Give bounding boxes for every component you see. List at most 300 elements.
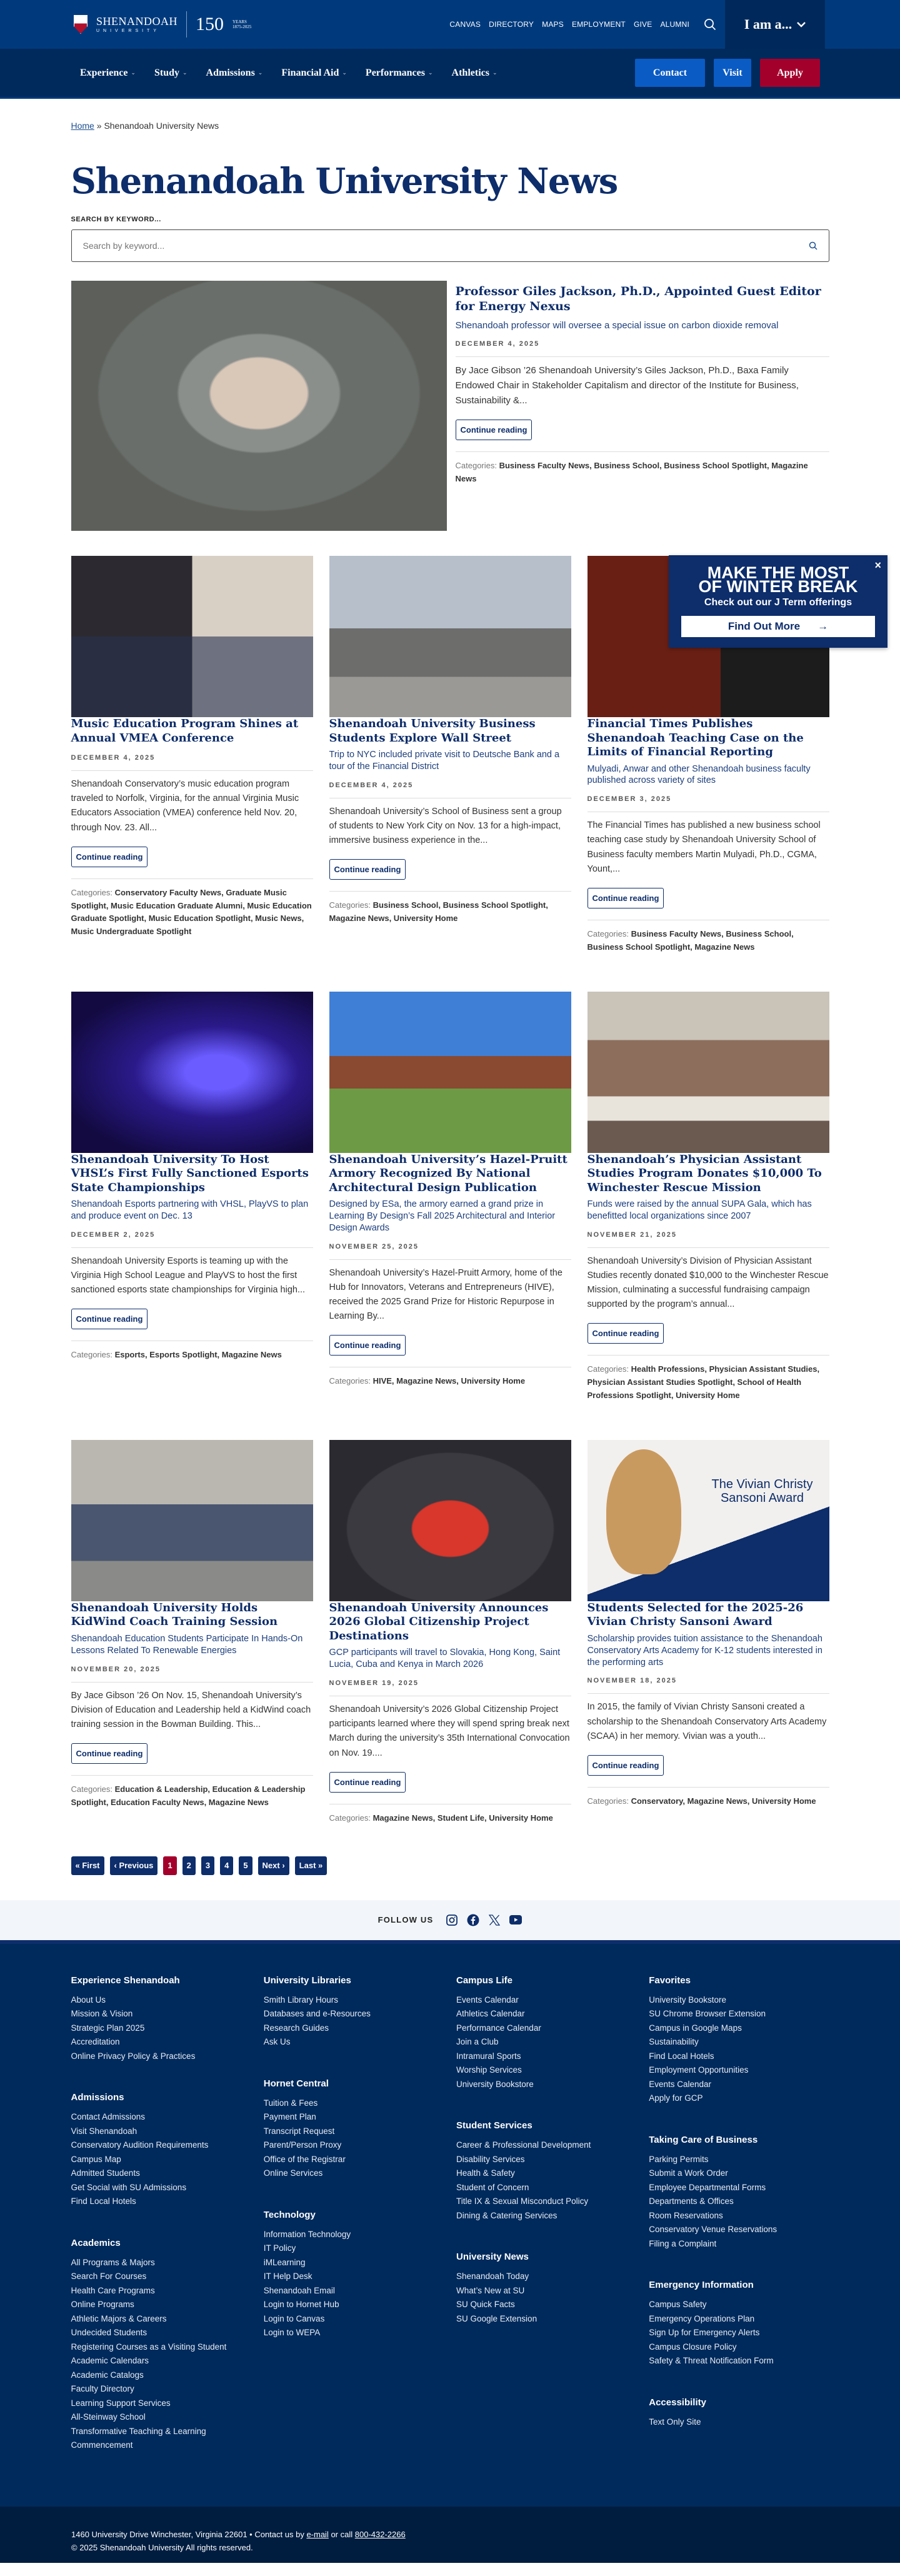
article-date: NOVEMBER 18, 2025 [588, 1677, 829, 1694]
footer-contact-line [71, 2528, 900, 2541]
utility-link-maps[interactable]: MAPS [542, 20, 564, 29]
news-card [329, 992, 571, 1402]
footer-section [456, 2251, 636, 2326]
main-nav [0, 49, 900, 99]
footer-link[interactable]: Departments & Offices [649, 2196, 734, 2206]
continue-reading-button[interactable]: Continue reading [588, 888, 664, 908]
search-input[interactable] [83, 241, 744, 251]
footer-link-list [649, 2298, 829, 2368]
footer-section [649, 1975, 829, 2106]
continue-reading-button[interactable]: Continue reading [588, 1323, 664, 1344]
facebook-icon[interactable] [467, 1914, 479, 1926]
footer-link[interactable]: Intramural Sports [456, 2051, 521, 2061]
footer-link[interactable]: Career & Professional Development [456, 2140, 591, 2150]
popup-headline-1: MAKE THE MOST [707, 563, 849, 582]
email-link[interactable]: e-mail [306, 2529, 329, 2539]
footer-link[interactable]: Transformative Teaching & Learning [71, 2426, 206, 2436]
article-image[interactable] [329, 992, 571, 1153]
article-categories [588, 920, 829, 954]
article-title[interactable]: Students Selected for the 2025-26 Vivian Christy Sansoni Award [587, 1601, 804, 1629]
footer-column [264, 1975, 444, 2482]
chevron-down-icon: ⌄ [492, 69, 498, 76]
footer-link[interactable]: Login to Canvas [263, 2313, 325, 2323]
footer-link[interactable]: Mission & Vision [71, 2009, 133, 2019]
categories-list[interactable]: Magazine News, Student Life, University Home [372, 1813, 553, 1823]
categories-label: Categories: [587, 1364, 631, 1374]
award-image-text: The Vivian Christy Sansoni Award [711, 1477, 813, 1505]
footer-section [649, 2397, 829, 2430]
footer-link[interactable]: SU Quick Facts [456, 2300, 515, 2310]
news-card [588, 992, 829, 1402]
footer-link[interactable]: Sign Up for Emergency Alerts [649, 2328, 760, 2338]
article-date: DECEMBER 4, 2025 [456, 340, 829, 357]
article-subtitle: Shenandoah Education Students Participate In Hands-On Lessons Related To Renewable Energies [71, 1633, 303, 1656]
nav-financial-aid[interactable] [281, 68, 347, 79]
page-first[interactable]: « First [71, 1856, 104, 1875]
article-categories [329, 1367, 571, 1388]
article-title[interactable]: Shenandoah’s Physician Assistant Studies Program Donates $10,000 To Winchester Rescue Mission [587, 1152, 822, 1194]
footer-link[interactable]: SU Google Extension [456, 2313, 538, 2323]
footer-link[interactable]: Learning Support Services [71, 2398, 171, 2408]
article-excerpt: Shenandoah University Esports is teaming up with the Virginia High School League and PlayVS to host the first sanctioned esports state championships for Virginia high... [71, 1255, 306, 1296]
nav-label: Experience [80, 67, 128, 78]
footer-section [456, 2120, 636, 2223]
nav-athletics[interactable] [452, 68, 498, 79]
nav-label: Performances [365, 67, 425, 78]
footer-section [649, 2135, 829, 2251]
article-title[interactable]: Shenandoah University Announces 2026 Global Citizenship Project Destinations [329, 1601, 549, 1643]
article-title[interactable]: Financial Times Publishes Shenandoah Teaching Case on the Limits of Financial Reporting [587, 717, 804, 758]
footer-link[interactable]: Information Technology [263, 2229, 351, 2239]
footer-link[interactable]: Athletics Calendar [456, 2009, 525, 2019]
or-call-text: or call [328, 2529, 355, 2539]
footer-link[interactable]: All Programs & Majors [71, 2257, 155, 2267]
search-label: SEARCH BY KEYWORD... [71, 216, 161, 223]
footer-link[interactable]: Campus Safety [649, 2300, 707, 2310]
categories-list[interactable]: Business Faculty News, Business School, Business School Spotlight, Magazine News [455, 461, 808, 483]
page-next[interactable]: Next › [258, 1856, 289, 1875]
site-footer [0, 1944, 900, 2507]
article-subtitle: GCP participants will travel to Slovakia, Hong Kong, Saint Lucia, Cuba and Kenya in March 2026 [329, 1648, 561, 1670]
article-subtitle: Trip to NYC included private visit to Deutsche Bank and a tour of the Financial District [329, 750, 560, 772]
categories-label: Categories: [71, 887, 115, 897]
contact-button[interactable]: Contact [635, 59, 705, 87]
instagram-icon[interactable] [446, 1914, 458, 1926]
footer-link[interactable]: SU Chrome Browser Extension [649, 2009, 766, 2019]
nav-label: Financial Aid [281, 67, 339, 78]
footer-link[interactable]: Conservatory Venue Reservations [649, 2225, 778, 2235]
article-excerpt: By Jace Gibson ’26 On Nov. 15, Shenandoah University’s Division of Education and Leadership held a KidWind coach training session in the Bowman Building. This... [71, 1690, 311, 1729]
categories-label: Categories: [329, 1376, 373, 1386]
search-field [71, 229, 829, 262]
footer-section-title: Favorites [649, 1975, 691, 1986]
footer-section [264, 2210, 444, 2340]
article-title[interactable]: Music Education Program Shines at Annual VMEA Conference [71, 717, 299, 745]
footer-link[interactable]: Employee Departmental Forms [649, 2182, 766, 2192]
article-date: NOVEMBER 19, 2025 [329, 1679, 571, 1696]
search-icon[interactable] [704, 18, 716, 31]
footer-link[interactable]: Undecided Students [71, 2328, 148, 2338]
page-last[interactable]: Last » [295, 1856, 328, 1875]
x-icon[interactable] [488, 1914, 501, 1926]
footer-section [264, 2078, 444, 2181]
page-5[interactable]: 5 [239, 1856, 252, 1875]
utility-link-employment[interactable]: EMPLOYMENT [571, 20, 626, 29]
footer-link[interactable]: Shenandoah Email [263, 2285, 335, 2295]
footer-link-list [456, 2138, 636, 2223]
page-1-current[interactable]: 1 [163, 1856, 176, 1875]
footer-link[interactable]: Employment Opportunities [649, 2065, 749, 2075]
utility-link-directory[interactable]: DIRECTORY [489, 20, 534, 29]
featured-article [71, 281, 829, 531]
footer-link[interactable]: What’s New at SU [456, 2285, 525, 2295]
footer-section-title: Emergency Information [649, 2280, 754, 2291]
featured-image[interactable] [71, 281, 447, 531]
continue-reading-button[interactable]: Continue reading [329, 1772, 406, 1793]
close-icon[interactable]: × [874, 559, 881, 571]
shield-logo-icon [74, 15, 88, 34]
footer-link[interactable]: University Bookstore [456, 2079, 534, 2089]
nav-label: Admissions [206, 67, 255, 78]
footer-link[interactable]: Text Only Site [649, 2417, 701, 2427]
article-image[interactable] [71, 556, 313, 717]
page-previous[interactable]: ‹ Previous [110, 1856, 158, 1875]
article-title[interactable]: Shenandoah University Holds KidWind Coach Training Session [71, 1601, 278, 1629]
article-excerpt: The Financial Times has published a new business school teaching case study by Shenandoah University School of Business faculty members Martin Mulyadi, Ph.D., CGMA, Yount,... [587, 820, 821, 874]
continue-reading-button[interactable]: Continue reading [71, 1743, 148, 1764]
news-card [329, 1440, 571, 1825]
i-am-a-dropdown[interactable] [725, 0, 825, 49]
footer-link[interactable]: Disability Services [456, 2154, 525, 2164]
categories-label: Categories: [71, 1350, 115, 1360]
article-date: NOVEMBER 25, 2025 [329, 1243, 571, 1260]
article-categories [329, 891, 571, 925]
article-excerpt: Shenandoah University’s Division of Physician Assistant Studies recently donated $10,000 to the Winchester Rescue Mission, culminating a successful fundraising campaign supported by the program’s annual... [587, 1255, 829, 1310]
page-2[interactable]: 2 [182, 1856, 196, 1875]
chevron-down-icon: ⌄ [182, 69, 188, 76]
footer-link[interactable]: iMLearning [263, 2257, 306, 2267]
footer-link[interactable]: Admitted Students [71, 2168, 140, 2178]
footer-link[interactable]: Commencement [71, 2440, 133, 2450]
categories-list[interactable]: Conservatory Faculty News, Graduate Music Spotlight, Music Education Graduate Alumni, Music Education Graduate Spotlight, Music Education Spotlight, Music News, Music Undergraduate Spotlight [71, 887, 312, 937]
continue-reading-button[interactable]: Continue reading [329, 859, 406, 880]
footer-link-list [71, 1993, 251, 2064]
popup-subline: Check out our J Term offerings [704, 597, 852, 608]
footer-link-list [71, 2256, 251, 2453]
utility-nav [449, 18, 725, 31]
utility-link-canvas[interactable]: CANVAS [449, 20, 481, 29]
pagination [71, 1856, 829, 1875]
footer-link-list [71, 2110, 251, 2209]
footer-link[interactable]: Academic Calendars [71, 2356, 149, 2366]
footer-link[interactable]: Smith Library Hours [263, 1995, 339, 2005]
breadcrumb-current: Shenandoah University News [104, 121, 219, 131]
footer-link[interactable]: Online Programs [71, 2300, 134, 2310]
article-date: DECEMBER 4, 2025 [71, 754, 313, 771]
footer-link[interactable]: Student of Concern [456, 2182, 529, 2192]
footer-link[interactable]: IT Policy [263, 2243, 296, 2253]
footer-link[interactable]: Apply for GCP [649, 2093, 703, 2103]
article-date: DECEMBER 2, 2025 [71, 1231, 313, 1248]
footer-column [649, 1975, 829, 2482]
footer-link[interactable]: Accreditation [71, 2037, 120, 2047]
footer-section [264, 1975, 444, 2050]
footer-section [649, 2280, 829, 2368]
article-excerpt: Shenandoah University’s 2026 Global Citizenship Project participants learned where they will spend spring break next March during the university’s 35th International Convocation on Nov. 19.... [329, 1704, 570, 1758]
footer-link[interactable]: Emergency Operations Plan [649, 2313, 755, 2323]
logo-name: SHENANDOAH [96, 15, 178, 28]
popup-headline-2: OF WINTER BREAK [698, 577, 858, 596]
footer-link[interactable]: Events Calendar [456, 1995, 519, 2005]
logo-sub: UNIVERSITY [96, 29, 161, 33]
utility-link-alumni[interactable]: ALUMNI [660, 20, 689, 29]
follow-us-bar [0, 1900, 900, 1944]
categories-label: Categories: [587, 928, 631, 938]
continue-reading-button[interactable]: Continue reading [588, 1755, 664, 1776]
footer-section [71, 2092, 251, 2209]
article-date: NOVEMBER 21, 2025 [588, 1231, 829, 1248]
footer-link[interactable]: University Bookstore [649, 1995, 727, 2005]
footer-link[interactable]: Faculty Directory [71, 2384, 134, 2394]
article-image[interactable] [329, 556, 571, 717]
page-3[interactable]: 3 [201, 1856, 214, 1875]
phone-link[interactable]: 800-432-2266 [354, 2529, 406, 2539]
footer-section [71, 1975, 251, 2064]
categories-list[interactable]: Conservatory, Magazine News, University Home [631, 1796, 816, 1806]
footer-link[interactable]: Research Guides [263, 2023, 329, 2033]
utility-link-give[interactable]: GIVE [633, 20, 652, 29]
continue-reading-button[interactable]: Continue reading [71, 847, 148, 867]
footer-link[interactable]: IT Help Desk [263, 2272, 312, 2282]
continue-reading-button[interactable]: Continue reading [71, 1309, 148, 1329]
chevron-down-icon: ⌄ [428, 69, 433, 76]
footer-section-title: Accessibility [649, 2397, 706, 2408]
article-excerpt: Shenandoah University’s Hazel-Pruitt Armory, home of the Hub for Innovators, Veterans and Entrepreneurs (HIVE), received the 2025 Grand Prize for Historic Repurpose in Learning By... [329, 1267, 562, 1322]
categories-label: Categories: [587, 1796, 631, 1806]
footer-link[interactable]: Databases and e-Resources [263, 2009, 371, 2019]
article-categories [329, 1804, 571, 1825]
anniversary-number: 150 [196, 14, 224, 34]
chevron-down-icon: ⌄ [258, 69, 263, 76]
winter-break-promo-popup [669, 555, 888, 648]
article-image[interactable] [329, 1440, 571, 1601]
news-card [71, 1440, 313, 1825]
footer-link[interactable]: Athletic Majors & Careers [71, 2313, 167, 2323]
footer-link[interactable]: Sustainability [649, 2037, 699, 2047]
categories-label: Categories: [455, 461, 499, 470]
footer-link[interactable]: Submit a Work Order [649, 2168, 728, 2178]
footer-link[interactable]: Dining & Catering Services [456, 2210, 558, 2220]
footer-columns [71, 1975, 829, 2482]
footer-link[interactable]: Conservatory Audition Requirements [71, 2140, 209, 2150]
footer-link[interactable]: All-Steinway School [71, 2412, 146, 2422]
article-title[interactable]: Shenandoah University To Host VHSL’s First Fully Sanctioned Esports State Championships [71, 1152, 309, 1194]
footer-link-list [264, 1993, 444, 2050]
footer-link[interactable]: Office of the Registrar [263, 2154, 346, 2164]
footer-link[interactable]: Registering Courses as a Visiting Student [71, 2342, 227, 2352]
article-categories [588, 1355, 829, 1402]
footer-link[interactable]: Strategic Plan 2025 [71, 2023, 145, 2033]
article-excerpt: In 2015, the family of Vivian Christy Sansoni created a scholarship to the Shenandoah Conservatory Arts Academy (SCAA) in her memory. Vivian was a youth... [587, 1702, 827, 1741]
follow-us-label: FOLLOW US [378, 1915, 434, 1925]
footer-link-list [456, 2270, 636, 2326]
categories-list[interactable]: Esports, Esports Spotlight, Magazine News [114, 1350, 282, 1360]
article-image[interactable] [588, 1440, 829, 1601]
article-categories [588, 1787, 829, 1808]
chevron-down-icon: ⌄ [131, 69, 136, 76]
nav-experience[interactable] [80, 68, 136, 79]
continue-reading-button[interactable]: Continue reading [329, 1335, 406, 1356]
article-categories [71, 878, 313, 938]
footer-link-list [264, 2228, 444, 2340]
footer-link[interactable]: Shenandoah Today [456, 2272, 529, 2282]
article-subtitle: Shenandoah professor will oversee a special issue on carbon dioxide removal [455, 319, 779, 331]
footer-section-title: Admissions [71, 2092, 124, 2103]
footer-section-title: Hornet Central [263, 2078, 329, 2089]
article-title[interactable]: Shenandoah University Business Students Explore Wall Street [329, 717, 536, 745]
footer-link-list [264, 2096, 444, 2181]
copyright: © 2025 Shenandoah University All rights reserved. [71, 2542, 253, 2552]
categories-list[interactable]: Business Faculty News, Business School, Business School Spotlight, Magazine News [587, 928, 794, 952]
article-date: NOVEMBER 20, 2025 [71, 1666, 313, 1683]
page-title: Shenandoah University News [71, 161, 618, 202]
footer-link[interactable]: Join a Club [456, 2037, 499, 2047]
button-label: Find Out More [728, 620, 801, 632]
footer-link[interactable]: Filing a Complaint [649, 2238, 717, 2248]
page-4[interactable]: 4 [220, 1856, 233, 1875]
nav-study[interactable] [154, 68, 188, 79]
anniversary-years: YEARS [232, 19, 247, 24]
footer-link[interactable]: Safety & Threat Notification Form [649, 2356, 774, 2366]
categories-list[interactable]: Health Professions, Physician Assistant Studies, Physician Assistant Studies Spotlight, School of Health Professions Spotlight, University Home [587, 1364, 820, 1401]
apply-button[interactable]: Apply [760, 59, 820, 87]
breadcrumb-home[interactable]: Home [71, 121, 94, 131]
footer-link[interactable]: Health & Safety [456, 2168, 515, 2178]
footer-section-title: Taking Care of Business [649, 2134, 758, 2145]
nav-label: Athletics [451, 67, 489, 78]
footer-link[interactable]: Worship Services [456, 2065, 522, 2075]
footer-link[interactable]: Find Local Hotels [71, 2196, 136, 2206]
footer-section [456, 1975, 636, 2092]
footer-link[interactable]: Parking Permits [649, 2154, 709, 2164]
search-icon[interactable] [809, 241, 818, 250]
footer-bottom [0, 2507, 900, 2563]
footer-link[interactable]: Campus Map [71, 2154, 121, 2164]
footer-link[interactable]: Login to Hornet Hub [263, 2300, 339, 2310]
categories-label: Categories: [329, 900, 373, 910]
footer-link[interactable]: Tuition & Fees [263, 2098, 318, 2108]
article-excerpt: Shenandoah Conservatory’s music education program traveled to Norfolk, Virginia, for the annual Virginia Music Educators Association (VMEA) conference held Nov. 20, through Nov. 23. All... [71, 779, 299, 833]
nav-label: Study [154, 67, 179, 78]
portrait-shape [606, 1449, 681, 1574]
footer-column [71, 1975, 251, 2482]
footer-link[interactable]: Contact Admissions [71, 2112, 146, 2122]
university-logo[interactable] [74, 11, 251, 38]
article-categories [456, 451, 829, 486]
article-subtitle: Designed by ESa, the armory earned a grand prize in Learning By Design’s Fall 2025 Architectural and Interior Design Awards [329, 1199, 556, 1233]
youtube-icon[interactable] [509, 1914, 522, 1926]
footer-section-title: University Libraries [263, 1975, 351, 1986]
footer-column [456, 1975, 636, 2482]
article-date: DECEMBER 4, 2025 [329, 782, 571, 798]
categories-list[interactable]: Education & Leadership, Education & Leadership Spotlight, Education Faculty News, Magazine News [71, 1784, 306, 1807]
article-title[interactable]: Shenandoah University’s Hazel-Pruitt Armory Recognized By National Architectural Design Publication [329, 1152, 568, 1194]
footer-link-list [649, 1993, 829, 2106]
categories-list[interactable]: HIVE, Magazine News, University Home [372, 1376, 526, 1386]
news-card [588, 1440, 829, 1825]
article-image[interactable] [71, 992, 313, 1153]
article-title[interactable]: Professor Giles Jackson, Ph.D., Appointed Guest Editor for Energy Nexus [455, 284, 821, 313]
breadcrumb-separator: » [94, 121, 104, 131]
article-categories [71, 1341, 313, 1362]
continue-reading-button[interactable]: Continue reading [456, 420, 532, 440]
footer-link[interactable]: Transcript Request [263, 2126, 335, 2136]
address: 1460 University Drive Winchester, Virginia 22601 • Contact us by [71, 2529, 307, 2539]
visit-button[interactable]: Visit [714, 59, 751, 87]
footer-link-list [649, 2153, 829, 2251]
footer-link[interactable]: Campus in Google Maps [649, 2023, 742, 2033]
footer-link[interactable]: Online Services [263, 2168, 323, 2178]
anniversary-range: 1875-2025 [232, 24, 252, 29]
footer-link[interactable]: Parent/Person Proxy [263, 2140, 342, 2150]
footer-link[interactable]: Events Calendar [649, 2079, 712, 2089]
find-out-more-button[interactable] [681, 616, 875, 637]
main-content [71, 121, 829, 1875]
news-card [329, 556, 571, 954]
categories-label: Categories: [329, 1813, 373, 1823]
footer-section-title: Academics [71, 2237, 121, 2248]
breadcrumb [71, 121, 829, 131]
footer-link[interactable]: Health Care Programs [71, 2285, 155, 2295]
footer-link[interactable]: Ask Us [263, 2037, 291, 2047]
article-excerpt: By Jace Gibson ’26 Shenandoah University’s Giles Jackson, Ph.D., Baxa Family Endowed Chair in Stakeholder Capitalism and director of the Institute for Business, Sustainability &... [455, 365, 799, 406]
footer-section-title: Campus Life [456, 1975, 513, 1986]
footer-link[interactable]: Academic Catalogs [71, 2370, 144, 2380]
footer-link[interactable]: About Us [71, 1995, 106, 2005]
footer-section [71, 2238, 251, 2453]
footer-link[interactable]: Performance Calendar [456, 2023, 541, 2033]
footer-link[interactable]: Visit Shenandoah [71, 2126, 138, 2136]
footer-section-title: University News [456, 2251, 529, 2263]
article-excerpt: Shenandoah University’s School of Business sent a group of students to New York City on Nov. 13 for a high-impact, immersive business experience in the... [329, 806, 562, 846]
footer-link[interactable]: Online Privacy Policy & Practices [71, 2051, 196, 2061]
nav-performances[interactable] [366, 68, 433, 79]
nav-admissions[interactable] [206, 68, 263, 79]
news-card [71, 992, 313, 1402]
article-subtitle: Funds were raised by the annual SUPA Gala, which has benefitted local organizations since 2007 [587, 1199, 812, 1221]
arrow-right-icon: → [818, 620, 829, 632]
chevron-down-icon [797, 21, 806, 28]
article-image[interactable] [71, 1440, 313, 1601]
article-image[interactable] [588, 992, 829, 1153]
categories-label: Categories: [71, 1784, 115, 1794]
categories-list[interactable]: Business School, Business School Spotlight, Magazine News, University Home [329, 900, 548, 923]
footer-link[interactable]: Search For Courses [71, 2272, 147, 2282]
footer-link[interactable]: Room Reservations [649, 2210, 723, 2220]
news-grid [71, 556, 829, 1825]
footer-link[interactable]: Campus Closure Policy [649, 2342, 737, 2352]
chevron-down-icon: ⌄ [342, 69, 347, 76]
footer-section-title: Student Services [456, 2120, 532, 2131]
article-date: DECEMBER 3, 2025 [588, 795, 829, 812]
footer-link[interactable]: Payment Plan [263, 2112, 316, 2122]
footer-section-title: Technology [263, 2209, 316, 2220]
footer-link[interactable]: Get Social with SU Admissions [71, 2182, 187, 2192]
footer-link[interactable]: Find Local Hotels [649, 2051, 714, 2061]
footer-link[interactable]: Title IX & Sexual Misconduct Policy [456, 2196, 589, 2206]
footer-link[interactable]: Login to WEPA [263, 2328, 321, 2338]
footer-section-title: Experience Shenandoah [71, 1975, 180, 1986]
